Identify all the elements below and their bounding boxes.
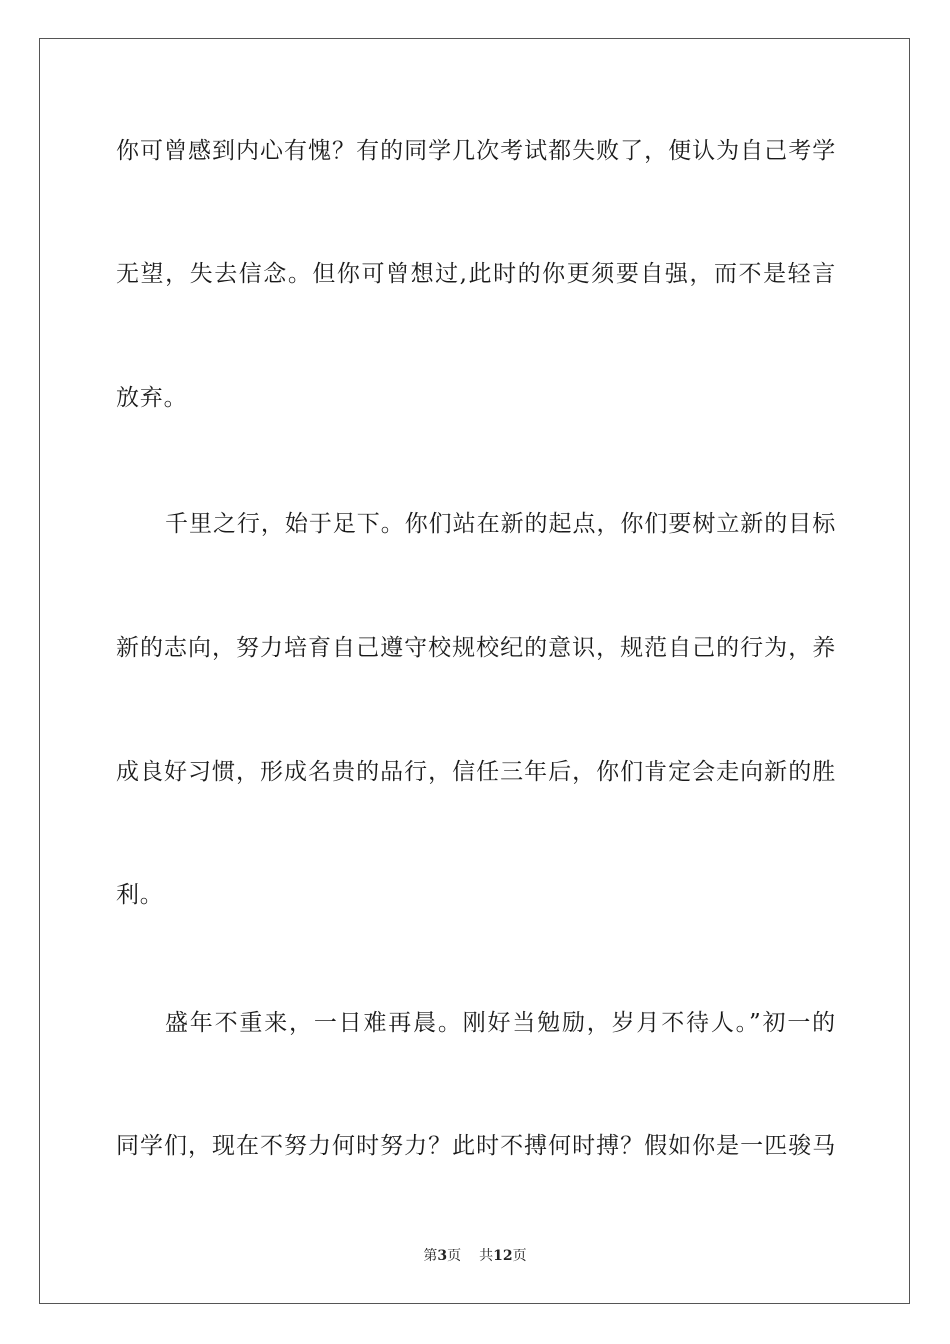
total-suffix: 页 <box>512 1248 527 1264</box>
page-border <box>39 38 910 1304</box>
page-suffix: 页 <box>447 1248 462 1264</box>
text-line-6: 成良好习惯，形成名贵的品行，信任三年后，你们肯定会走向新的胜 <box>116 759 836 785</box>
page-footer <box>0 1246 950 1266</box>
text-line-4: 千里之行，始于足下。你们站在新的起点，你们要树立新的目标 <box>165 511 836 537</box>
text-line-1: 你可曾感到内心有愧？有的同学几次考试都失败了，便认为自己考学 <box>116 138 836 164</box>
text-line-2: 无望，失去信念。但你可曾想过,此时的你更须要自强，而不是轻言 <box>116 261 836 287</box>
total-pages: 12 <box>493 1248 513 1264</box>
page-prefix: 第 <box>423 1248 438 1264</box>
text-line-8: 盛年不重来，一日难再晨。刚好当勉励，岁月不待人。”初一的 <box>165 1010 836 1036</box>
text-line-7: 利。 <box>116 882 164 908</box>
text-line-9: 同学们，现在不努力何时努力？此时不搏何时搏？假如你是一匹骏马 <box>116 1133 836 1159</box>
total-prefix: 共 <box>479 1248 494 1264</box>
text-line-5: 新的志向，努力培育自己遵守校规校纪的意识，规范自己的行为，养 <box>116 635 836 661</box>
page-number: 3 <box>437 1248 448 1264</box>
text-line-3: 放弃。 <box>116 385 188 411</box>
